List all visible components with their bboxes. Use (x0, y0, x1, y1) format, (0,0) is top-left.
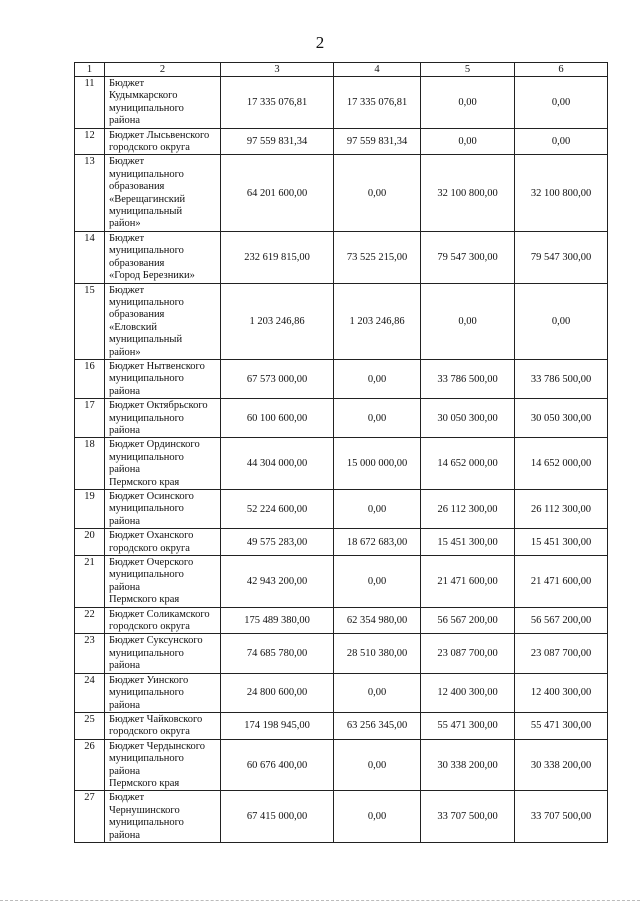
budget-name-line: муниципального (109, 245, 184, 257)
table-row (75, 359, 608, 398)
budget-name-line: Бюджет Соликамского (109, 608, 210, 620)
table-row (75, 739, 608, 791)
budget-name-line: района (109, 699, 141, 711)
row-number-cell: 25 (75, 712, 105, 739)
budget-name-line: Бюджет Уинского (109, 674, 189, 686)
row-number-cell: 12 (75, 128, 105, 155)
row-number-cell: 14 (75, 231, 105, 283)
budget-name-line: Бюджет Осинского (109, 491, 194, 502)
budget-name-line: городского округа (109, 726, 190, 738)
row-number-cell: 18 (75, 438, 105, 490)
header-cell-6: 6 (515, 63, 608, 77)
budget-name-line: Бюджет Октябрьского (109, 400, 208, 412)
table-row (75, 607, 608, 634)
amount-col6-cell: 56 567 200,00 (515, 607, 608, 634)
amount-col6-cell: 30 050 300,00 (515, 399, 608, 438)
budget-name-line: образования (109, 257, 165, 269)
page-number: 2 (315, 33, 325, 52)
amount-col5-cell: 0,00 (421, 283, 515, 359)
table-row (75, 438, 608, 490)
amount-col5-cell: 56 567 200,00 (421, 607, 515, 634)
budget-name-line: Бюджет Ординского (109, 439, 200, 451)
table-row (75, 231, 608, 283)
budget-name-cell (105, 490, 221, 529)
amount-col3-cell: 52 224 600,00 (221, 490, 334, 529)
amount-col6-cell: 14 652 000,00 (515, 438, 608, 490)
row-number-cell: 20 (75, 529, 105, 556)
budget-name-line: Бюджет Лысьвенского (109, 129, 210, 141)
row-number-cell: 23 (75, 634, 105, 673)
budget-name-line: муниципального (109, 102, 184, 114)
budget-name-line: район» (109, 218, 141, 230)
budget-name-line: городского округа (109, 542, 190, 554)
budget-name-cell (105, 712, 221, 739)
amount-col3-cell: 174 198 945,00 (221, 712, 334, 739)
table-row (75, 791, 608, 843)
row-number-cell: 11 (75, 77, 105, 129)
amount-col5-cell: 30 050 300,00 (421, 399, 515, 438)
amount-col4-cell: 0,00 (334, 399, 421, 438)
amount-col5-cell: 0,00 (421, 77, 515, 129)
amount-col4-cell: 0,00 (334, 359, 421, 398)
amount-col3-cell: 67 415 000,00 (221, 791, 334, 843)
amount-col4-cell: 0,00 (334, 556, 421, 608)
amount-col5-cell: 33 786 500,00 (421, 359, 515, 398)
budget-name-line: муниципального (109, 168, 184, 180)
amount-col4-cell: 62 354 980,00 (334, 607, 421, 634)
amount-col3-cell: 97 559 831,34 (221, 128, 334, 155)
budget-name-line: Бюджет (109, 156, 145, 168)
amount-col3-cell: 60 100 600,00 (221, 399, 334, 438)
budget-name-line: Бюджет Нытвенского (109, 360, 205, 372)
amount-col4-cell: 0,00 (334, 155, 421, 231)
budget-name-line: муниципального (109, 451, 184, 463)
amount-col5-cell: 15 451 300,00 (421, 529, 515, 556)
page-bottom-edge (0, 900, 640, 901)
amount-col6-cell: 55 471 300,00 (515, 712, 608, 739)
amount-col5-cell: 79 547 300,00 (421, 231, 515, 283)
amount-col3-cell: 64 201 600,00 (221, 155, 334, 231)
amount-col3-cell: 175 489 380,00 (221, 607, 334, 634)
budget-name-line: район» (109, 346, 141, 358)
budget-name-line: муниципального (109, 569, 184, 581)
budget-name-line: Бюджет (109, 792, 145, 804)
amount-col6-cell: 12 400 300,00 (515, 673, 608, 712)
budget-name-line: Бюджет (109, 284, 145, 296)
budget-name-line: Бюджет Очерского (109, 557, 194, 569)
amount-col4-cell: 15 000 000,00 (334, 438, 421, 490)
budget-name-line: района (109, 581, 141, 593)
row-number-cell: 17 (75, 399, 105, 438)
amount-col3-cell: 24 800 600,00 (221, 673, 334, 712)
row-number-cell: 13 (75, 155, 105, 231)
budget-name-line: района (109, 385, 141, 397)
budget-name-line: муниципального (109, 296, 184, 308)
budget-name-cell (105, 607, 221, 634)
amount-col4-cell: 63 256 345,00 (334, 712, 421, 739)
budget-name-line: муниципального (109, 687, 184, 699)
budget-name-cell (105, 128, 221, 155)
amount-col6-cell: 0,00 (515, 283, 608, 359)
table-row (75, 155, 608, 231)
budget-name-line: муниципального (109, 647, 184, 659)
amount-col3-cell: 1 203 246,86 (221, 283, 334, 359)
budget-name-line: муниципального (109, 817, 184, 829)
amount-col5-cell: 55 471 300,00 (421, 712, 515, 739)
header-cell-5: 5 (421, 63, 515, 77)
budget-name-line: Пермского края (109, 476, 180, 488)
row-number-cell: 24 (75, 673, 105, 712)
budget-name-line: Кудымкарского (109, 90, 178, 102)
budget-name-line: района (109, 515, 141, 527)
header-cell-1: 1 (75, 63, 105, 77)
amount-col6-cell: 21 471 600,00 (515, 556, 608, 608)
amount-col5-cell: 23 087 700,00 (421, 634, 515, 673)
amount-col4-cell: 97 559 831,34 (334, 128, 421, 155)
amount-col3-cell: 232 619 815,00 (221, 231, 334, 283)
budget-name-cell (105, 77, 221, 129)
table-row (75, 556, 608, 608)
amount-col6-cell: 79 547 300,00 (515, 231, 608, 283)
budget-name-cell (105, 359, 221, 398)
table-row (75, 712, 608, 739)
budget-name-line: Пермского края (109, 777, 180, 789)
amount-col5-cell: 12 400 300,00 (421, 673, 515, 712)
budget-name-line: Бюджет Суксунского (109, 635, 203, 647)
budget-name-line: городского округа (109, 142, 190, 154)
amount-col5-cell: 33 707 500,00 (421, 791, 515, 843)
amount-col3-cell: 44 304 000,00 (221, 438, 334, 490)
budget-name-line: образования (109, 181, 165, 193)
budget-name-line: района (109, 115, 141, 127)
budget-name-line: Бюджет Чердынского (109, 740, 206, 752)
budget-table (74, 62, 608, 843)
table-row (75, 399, 608, 438)
amount-col3-cell: 49 575 283,00 (221, 529, 334, 556)
budget-name-line: «Верещагинский (109, 193, 186, 205)
row-number-cell: 16 (75, 359, 105, 398)
amount-col5-cell: 14 652 000,00 (421, 438, 515, 490)
budget-name-line: муниципальный (109, 334, 183, 346)
amount-col6-cell: 0,00 (515, 128, 608, 155)
budget-name-cell (105, 283, 221, 359)
amount-col3-cell: 42 943 200,00 (221, 556, 334, 608)
amount-col4-cell: 73 525 215,00 (334, 231, 421, 283)
amount-col6-cell: 26 112 300,00 (515, 490, 608, 529)
amount-col4-cell: 0,00 (334, 673, 421, 712)
budget-name-line: муниципального (109, 753, 184, 765)
budget-name-line: района (109, 829, 141, 841)
amount-col6-cell: 30 338 200,00 (515, 739, 608, 791)
budget-table-body (75, 63, 608, 843)
amount-col4-cell: 0,00 (334, 791, 421, 843)
amount-col3-cell: 67 573 000,00 (221, 359, 334, 398)
budget-name-cell (105, 791, 221, 843)
row-number-cell: 22 (75, 607, 105, 634)
amount-col3-cell: 17 335 076,81 (221, 77, 334, 129)
amount-col4-cell: 28 510 380,00 (334, 634, 421, 673)
row-number-cell: 26 (75, 739, 105, 791)
budget-name-line: муниципального (109, 373, 184, 385)
budget-name-line: муниципальный (109, 206, 183, 218)
amount-col5-cell: 21 471 600,00 (421, 556, 515, 608)
budget-name-line: района (109, 464, 141, 476)
row-number-cell: 19 (75, 490, 105, 529)
budget-name-line: района (109, 424, 141, 436)
budget-name-line: Бюджет Чайковского (109, 713, 203, 725)
table-row (75, 634, 608, 673)
budget-name-cell (105, 155, 221, 231)
amount-col5-cell: 30 338 200,00 (421, 739, 515, 791)
table-row (75, 673, 608, 712)
budget-name-line: образования (109, 309, 165, 321)
header-row (75, 63, 608, 77)
amount-col6-cell: 33 786 500,00 (515, 359, 608, 398)
amount-col6-cell: 15 451 300,00 (515, 529, 608, 556)
amount-col5-cell: 32 100 800,00 (421, 155, 515, 231)
budget-name-line: Бюджет Оханского (109, 530, 194, 542)
amount-col6-cell: 0,00 (515, 77, 608, 129)
table-row (75, 490, 608, 529)
budget-name-cell (105, 556, 221, 608)
row-number-cell: 27 (75, 791, 105, 843)
row-number-cell: 15 (75, 283, 105, 359)
header-cell-2: 2 (105, 63, 221, 77)
amount-col3-cell: 74 685 780,00 (221, 634, 334, 673)
amount-col4-cell: 0,00 (334, 490, 421, 529)
budget-name-line: «Город Березники» (109, 270, 195, 282)
budget-name-cell (105, 529, 221, 556)
budget-name-line: городского округа (109, 621, 190, 633)
budget-name-line: Бюджет (109, 78, 145, 89)
budget-name-cell (105, 673, 221, 712)
budget-name-cell (105, 399, 221, 438)
table-row (75, 77, 608, 129)
budget-name-line: «Еловский (109, 321, 158, 333)
budget-name-cell (105, 231, 221, 283)
budget-name-line: района (109, 660, 141, 672)
amount-col6-cell: 33 707 500,00 (515, 791, 608, 843)
amount-col4-cell: 0,00 (334, 739, 421, 791)
amount-col4-cell: 17 335 076,81 (334, 77, 421, 129)
budget-name-line: муниципального (109, 412, 184, 424)
header-cell-3: 3 (221, 63, 334, 77)
table-row (75, 128, 608, 155)
budget-name-line: Чернушинского (109, 804, 180, 816)
budget-name-line: района (109, 765, 141, 777)
amount-col4-cell: 18 672 683,00 (334, 529, 421, 556)
table-row (75, 529, 608, 556)
row-number-cell: 21 (75, 556, 105, 608)
amount-col6-cell: 32 100 800,00 (515, 155, 608, 231)
budget-name-cell (105, 739, 221, 791)
budget-name-cell (105, 634, 221, 673)
amount-col4-cell: 1 203 246,86 (334, 283, 421, 359)
budget-name-line: Пермского края (109, 594, 180, 606)
table-row (75, 283, 608, 359)
budget-name-line: муниципального (109, 503, 184, 515)
amount-col5-cell: 26 112 300,00 (421, 490, 515, 529)
budget-name-cell (105, 438, 221, 490)
amount-col6-cell: 23 087 700,00 (515, 634, 608, 673)
header-cell-4: 4 (334, 63, 421, 77)
budget-name-line: Бюджет (109, 232, 145, 244)
amount-col3-cell: 60 676 400,00 (221, 739, 334, 791)
amount-col5-cell: 0,00 (421, 128, 515, 155)
